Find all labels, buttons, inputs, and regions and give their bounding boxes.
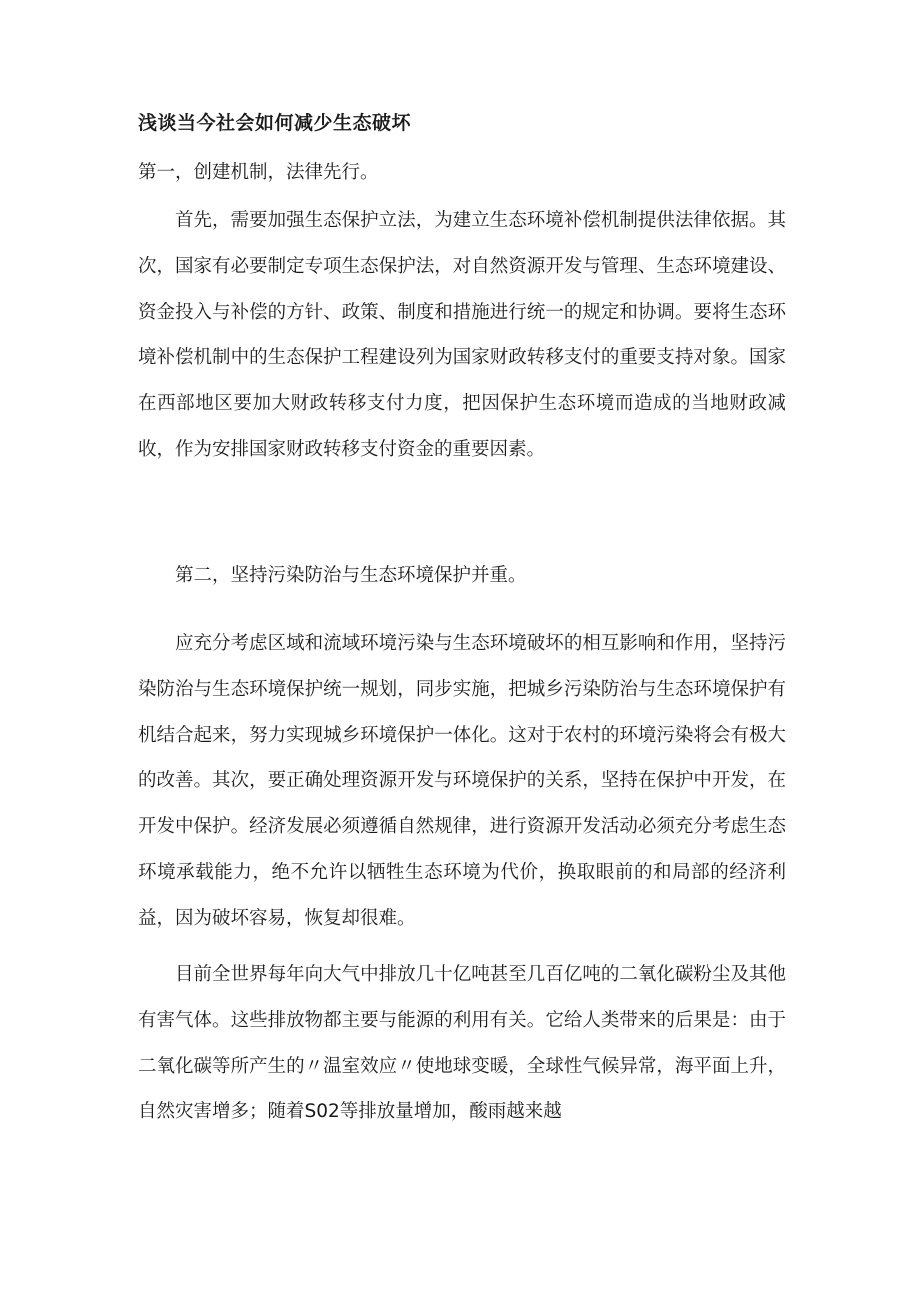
section2-paragraph: 应充分考虑区域和流域环境污染与生态环境破坏的相互影响和作用，坚持污染防治与生态环境保护统一规划，同步实施，把城乡污染防治与生态环境保护有机结合起来，努力实现城乡环境保护一体化。这对于农村的环境污染将会有极大的改善。其次，要正确处理资源开发与环境保护的关系，坚持在保护中开发，在开发中保护。经济发展必须遵循自然规律，进行资源开发活动必须充分考虑生态环境承载能力，绝不允许以牺牲生态环境为代价，换取眼前的和局部的经济利益，因为破坏容易，恢复却很难。 [138, 633, 786, 929]
document-title: 浅谈当今社会如何减少生态破坏 [138, 112, 412, 134]
section3-paragraph: 目前全世界每年向大气中排放几十亿吨甚至几百亿吨的二氧化碳粉尘及其他有害气体。这些排放物都主要与能源的利用有关。它给人类带来的后果是：由于二氧化碳等所产生的〃温室效应〃使地球变暖，全球性气候异常，海平面上升，自然灾害增多；随着S02等排放量增加，酸雨越来越 [138, 964, 786, 1123]
section2-heading: 第二，坚持污染防治与生态环境保护并重。 [175, 565, 527, 586]
section1-paragraph: 首先，需要加强生态保护立法，为建立生态环境补偿机制提供法律依据。其次，国家有必要制定专项生态保护法，对自然资源开发与管理、生态环境建设、资金投入与补偿的方针、政策、制度和措施进行统一的规定和协调。要将生态环境补偿机制中的生态保护工程建设列为国家财政转移支付的重要支持对象。国家在西部地区要加大财政转移支付力度，把因保护生态环境而造成的当地财政减收，作为安排国家财政转移支付资金的重要因素。 [138, 210, 786, 460]
section1-heading: 第一，创建机制，法律先行。 [138, 162, 379, 183]
